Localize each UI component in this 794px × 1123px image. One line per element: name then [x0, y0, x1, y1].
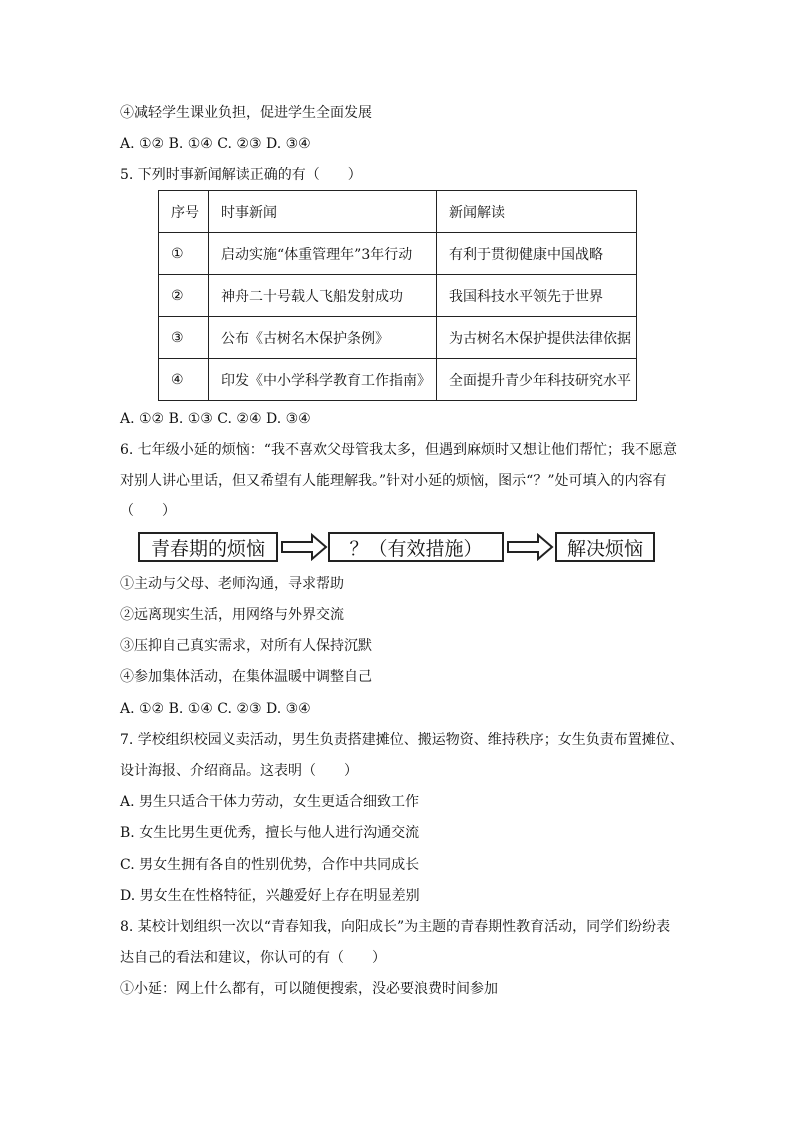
question-6-stem-2: 对别人讲心里话，但又希望有人能理解我。”针对小延的烦恼，图示“？”处可填入的内容有: [120, 473, 667, 489]
question-7-option-a: A. 男生只适合干体力劳动，女生更适合细致工作: [120, 794, 420, 810]
question-6-option3: ③压抑自己真实需求，对所有人保持沉默: [120, 638, 372, 654]
table-cell: ①: [159, 233, 209, 275]
table-cell: 印发《中小学科学教育工作指南》: [209, 359, 437, 401]
table-cell: ④: [159, 359, 209, 401]
news-table: [158, 190, 637, 401]
table-row: [159, 275, 637, 317]
table-cell: ③: [159, 317, 209, 359]
table-header-row: [159, 191, 637, 233]
question-7-stem-2: 设计海报、介绍商品。这表明（ ）: [120, 763, 358, 779]
table-row: [159, 233, 637, 275]
question-8-option1: ①小延：网上什么都有，可以随便搜索，没必要浪费时间参加: [120, 981, 498, 997]
table-row: [159, 317, 637, 359]
question-7-option-c: C. 男女生拥有各自的性别优势，合作中共同成长: [120, 857, 420, 873]
table-cell: 全面提升青少年科技研究水平: [437, 359, 637, 401]
question-6-stem-1: 6. 七年级小延的烦恼：“我不喜欢父母管我太多，但遇到麻烦时又想让他们帮忙；我不愿意: [120, 442, 677, 458]
question-6-option2: ②远离现实生活，用网络与外界交流: [120, 607, 344, 623]
line-q4-option4: ④减轻学生课业负担，促进学生全面发展: [120, 105, 372, 121]
flow-box-solve: 解决烦恼: [555, 532, 655, 562]
question-5-answers: A. ①② B. ①③ C. ②④ D. ③④: [120, 411, 311, 427]
table-header-cell: 序号: [159, 191, 209, 233]
question-6-stem-3: （ ）: [120, 503, 176, 519]
table-cell: 启动实施“体重管理年”3年行动: [209, 233, 437, 275]
question-6-option1: ①主动与父母、老师沟通，寻求帮助: [120, 576, 344, 592]
question-8-stem-1: 8. 某校计划组织一次以“青春知我，向阳成长”为主题的青春期性教育活动，同学们纷纷表: [120, 919, 671, 935]
table-cell: 我国科技水平领先于世界: [437, 275, 637, 317]
flow-arrow-icon: [280, 533, 328, 561]
table-cell: 神舟二十号载人飞船发射成功: [209, 275, 437, 317]
table-header-cell: 新闻解读: [437, 191, 637, 233]
question-8-stem-2: 达自己的看法和建议，你认可的有（ ）: [120, 950, 386, 966]
question-6-answers: A. ①② B. ①④ C. ②③ D. ③④: [120, 701, 311, 717]
question-7-stem-1: 7. 学校组织校园义卖活动，男生负责搭建摊位、搬运物资、维持秩序；女生负责布置摊位、: [120, 732, 684, 748]
line-q4-answers: A. ①② B. ①④ C. ②③ D. ③④: [120, 136, 311, 152]
flow-box-measures: ？（有效措施）: [328, 532, 504, 562]
question-6-option4: ④参加集体活动，在集体温暖中调整自己: [120, 669, 372, 685]
table-cell: 有利于贯彻健康中国战略: [437, 233, 637, 275]
flow-box-troubles: 青春期的烦恼: [138, 532, 278, 562]
question-5-stem: 5. 下列时事新闻解读正确的有（ ）: [120, 167, 362, 183]
question-7-option-b: B. 女生比男生更优秀，擅长与他人进行沟通交流: [120, 825, 420, 841]
table-cell: 为古树名木保护提供法律依据: [437, 317, 637, 359]
table-row: [159, 359, 637, 401]
table-header-cell: 时事新闻: [209, 191, 437, 233]
table-cell: 公布《古树名木保护条例》: [209, 317, 437, 359]
flow-arrow-icon: [506, 533, 554, 561]
question-7-option-d: D. 男女生在性格特征，兴趣爱好上存在明显差别: [120, 888, 420, 904]
table-cell: ②: [159, 275, 209, 317]
